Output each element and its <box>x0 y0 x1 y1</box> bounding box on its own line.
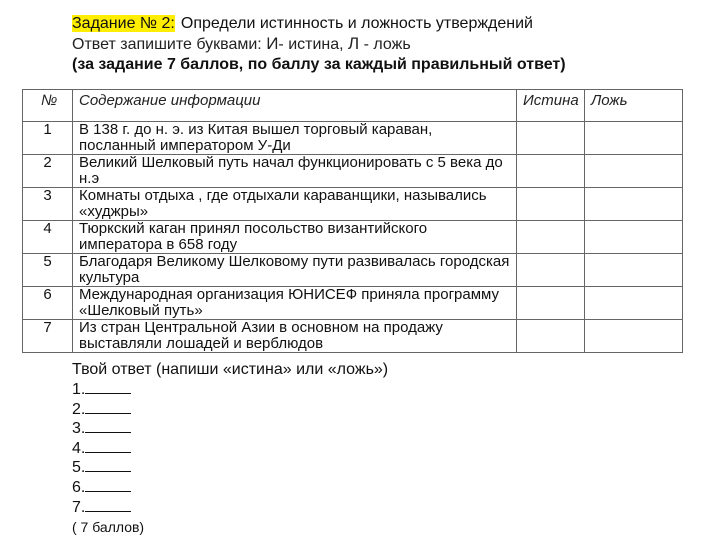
row-number: 4 <box>23 221 73 254</box>
false-cell[interactable] <box>585 320 683 353</box>
instruction-line <box>72 34 692 55</box>
true-cell[interactable] <box>517 254 585 287</box>
answer-line <box>72 439 388 459</box>
false-cell[interactable] <box>585 254 683 287</box>
table-row <box>23 221 683 254</box>
answer-blank[interactable] <box>85 440 131 453</box>
false-text: - ложь <box>359 36 411 53</box>
true-cell[interactable] <box>517 287 585 320</box>
answer-number: 6. <box>72 478 86 496</box>
true-cell[interactable] <box>517 122 585 155</box>
answer-number: 5. <box>72 459 86 477</box>
points-note: (за задание 7 баллов, по баллу за каждый правильный ответ) <box>72 56 566 73</box>
col-true-header: Истина <box>517 90 585 122</box>
true-cell[interactable] <box>517 188 585 221</box>
statements-table <box>22 89 683 353</box>
row-number: 3 <box>23 188 73 221</box>
answer-line <box>72 380 388 400</box>
row-statement: Великий Шелковый путь начал функционировать с 5 века до н.э <box>73 155 517 188</box>
row-statement: Из стран Центральной Азии в основном на продажу выставляли лошадей и верблюдов <box>73 320 517 353</box>
table-row <box>23 287 683 320</box>
task-label: Задание № 2: <box>72 15 175 32</box>
row-number: 6 <box>23 287 73 320</box>
row-statement: Благодаря Великому Шелковому пути развивалась городская культура <box>73 254 517 287</box>
col-content-header: Содержание информации <box>73 90 517 122</box>
answer-blank[interactable] <box>85 479 131 492</box>
answer-number: 7. <box>72 498 86 516</box>
row-statement: В 138 г. до н. э. из Китая вышел торговый караван, посланный императором У-Ди <box>73 122 517 155</box>
answer-line <box>72 478 388 498</box>
answer-blank[interactable] <box>85 381 131 394</box>
row-number: 7 <box>23 320 73 353</box>
false-cell[interactable] <box>585 155 683 188</box>
instruction-prefix: Ответ запишите буквами: <box>72 36 267 53</box>
table-row <box>23 188 683 221</box>
row-number: 1 <box>23 122 73 155</box>
true-text: - истина, <box>278 36 349 53</box>
row-statement: Международная организация ЮНИСЕФ приняла программу «Шелковый путь» <box>73 287 517 320</box>
row-statement: Комнаты отдыха , где отдыхали караванщики, назывались «худжры» <box>73 188 517 221</box>
row-number: 5 <box>23 254 73 287</box>
true-cell[interactable] <box>517 221 585 254</box>
answer-total: ( 7 баллов) <box>72 519 145 536</box>
true-cell[interactable] <box>517 155 585 188</box>
answer-line <box>72 498 388 518</box>
false-cell[interactable] <box>585 188 683 221</box>
false-letter: Л <box>348 34 360 53</box>
false-cell[interactable] <box>585 221 683 254</box>
false-cell[interactable] <box>585 287 683 320</box>
task-text: Определи истинность и ложность утверждений <box>180 15 533 32</box>
table-row <box>23 320 683 353</box>
task-header <box>72 14 692 75</box>
answer-line <box>72 458 388 478</box>
task-title <box>72 14 692 34</box>
col-false-header: Ложь <box>585 90 683 122</box>
answer-number: 2. <box>72 400 86 418</box>
answer-section <box>72 360 388 536</box>
answer-blank[interactable] <box>85 459 131 472</box>
answer-number: 1. <box>72 381 86 398</box>
col-number-header: № <box>23 90 73 122</box>
table-row <box>23 155 683 188</box>
answer-blank[interactable] <box>85 420 131 433</box>
table-row <box>23 254 683 287</box>
true-letter: И <box>266 34 279 53</box>
table-header-row <box>23 90 683 122</box>
table-row <box>23 122 683 155</box>
answer-number: 4. <box>72 439 86 457</box>
row-statement: Тюркский каган принял посольство византийского императора в 658 году <box>73 221 517 254</box>
answer-number: 3. <box>72 420 86 438</box>
answer-heading: Твой ответ (напиши «истина» или «ложь») <box>72 361 389 378</box>
answer-blank[interactable] <box>85 499 131 512</box>
answer-blank[interactable] <box>85 401 131 414</box>
answer-line <box>72 400 388 420</box>
false-cell[interactable] <box>585 122 683 155</box>
answer-line <box>72 419 388 439</box>
true-cell[interactable] <box>517 320 585 353</box>
row-number: 2 <box>23 155 73 188</box>
